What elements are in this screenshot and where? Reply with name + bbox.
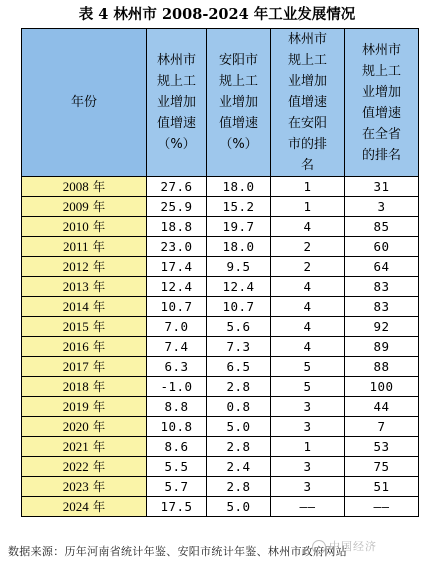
year-cell — [22, 457, 147, 477]
table-row — [22, 257, 419, 277]
table-header-row — [22, 29, 419, 177]
header-line: （%） — [219, 137, 258, 152]
linzhou-growth-cell: 10.8 — [147, 417, 207, 437]
rank-anyang-cell: 1 — [271, 177, 345, 197]
table-row — [22, 457, 419, 477]
year-value: 2024 — [62, 499, 89, 514]
year-cell — [22, 397, 147, 417]
rank-anyang-cell: 3 — [271, 417, 345, 437]
rank-province-cell: 83 — [345, 297, 419, 317]
rank-anyang-cell: 4 — [271, 217, 345, 237]
wechat-logo-icon — [312, 540, 326, 554]
header-anyang-growth — [207, 29, 271, 177]
linzhou-growth-cell: 7.0 — [147, 317, 207, 337]
header-line: 林州市 — [287, 32, 327, 47]
rank-province-cell: 88 — [345, 357, 419, 377]
linzhou-growth-cell: 23.0 — [147, 237, 207, 257]
year-cell — [22, 497, 147, 517]
anyang-growth-cell: 0.8 — [207, 397, 271, 417]
rank-province-cell: 75 — [345, 457, 419, 477]
header-line: 林州市 — [156, 53, 196, 68]
anyang-growth-cell: 5.6 — [207, 317, 271, 337]
year-suffix: 年 — [92, 479, 106, 494]
industry-data-table — [21, 28, 419, 517]
header-linzhou-growth — [147, 29, 207, 177]
header-line: 市的排 — [287, 137, 327, 152]
rank-province-cell: 100 — [345, 377, 419, 397]
rank-anyang-cell: 1 — [271, 437, 345, 457]
rank-province-cell: 83 — [345, 277, 419, 297]
year-cell — [22, 477, 147, 497]
year-suffix: 年 — [92, 459, 106, 474]
header-line: 值增速 — [287, 95, 327, 110]
header-line: 规上工 — [156, 74, 196, 89]
linzhou-growth-cell: 10.7 — [147, 297, 207, 317]
rank-province-cell: 44 — [345, 397, 419, 417]
year-suffix: 年 — [92, 259, 106, 274]
table-row — [22, 237, 419, 257]
table-row — [22, 277, 419, 297]
rank-anyang-cell: 4 — [271, 317, 345, 337]
year-value: 2023 — [62, 479, 89, 494]
header-line: 业增加 — [361, 84, 401, 100]
year-suffix: 年 — [92, 359, 106, 374]
header-line: 值增速 — [156, 116, 196, 131]
linzhou-growth-cell: -1.0 — [147, 377, 207, 397]
rank-anyang-cell: 5 — [271, 377, 345, 397]
table-row — [22, 397, 419, 417]
linzhou-growth-cell: 25.9 — [147, 197, 207, 217]
year-value: 2016 — [62, 339, 89, 354]
header-line: 业增加 — [218, 95, 258, 110]
header-line: 业增加 — [156, 95, 196, 110]
linzhou-growth-cell: 17.4 — [147, 257, 207, 277]
header-line: 业增加 — [287, 74, 327, 89]
year-cell — [22, 297, 147, 317]
rank-anyang-cell: 1 — [271, 197, 345, 217]
header-line: 名 — [300, 158, 314, 173]
anyang-growth-cell: 18.0 — [207, 237, 271, 257]
anyang-growth-cell: 6.5 — [207, 357, 271, 377]
rank-anyang-cell: —— — [271, 497, 345, 517]
table-row — [22, 377, 419, 397]
year-suffix: 年 — [92, 199, 106, 214]
year-value: 2013 — [62, 279, 89, 294]
year-cell — [22, 177, 147, 197]
year-suffix: 年 — [92, 419, 106, 434]
header-line: 规上工 — [361, 63, 401, 79]
year-suffix: 年 — [92, 239, 106, 254]
rank-province-cell: 51 — [345, 477, 419, 497]
year-suffix: 年 — [92, 219, 106, 234]
linzhou-growth-cell: 5.7 — [147, 477, 207, 497]
linzhou-growth-cell: 18.8 — [147, 217, 207, 237]
linzhou-growth-cell: 17.5 — [147, 497, 207, 517]
rank-anyang-cell: 2 — [271, 257, 345, 277]
rank-province-cell: 3 — [345, 197, 419, 217]
header-line: 在全省 — [361, 126, 401, 142]
header-rank-in-anyang — [271, 29, 345, 177]
rank-anyang-cell: 3 — [271, 457, 345, 477]
watermark-text: 中国经济 — [329, 540, 377, 553]
table-row — [22, 337, 419, 357]
anyang-growth-cell: 15.2 — [207, 197, 271, 217]
rank-province-cell: 53 — [345, 437, 419, 457]
anyang-growth-cell: 18.0 — [207, 177, 271, 197]
table-row — [22, 477, 419, 497]
year-value: 2010 — [62, 219, 89, 234]
year-suffix: 年 — [92, 499, 106, 514]
header-year: 年份 — [22, 29, 147, 177]
header-line: 值增速 — [361, 105, 401, 121]
year-cell — [22, 237, 147, 257]
rank-province-cell: 60 — [345, 237, 419, 257]
year-suffix: 年 — [92, 319, 106, 334]
year-suffix: 年 — [92, 279, 106, 294]
header-line: 规上工 — [287, 53, 327, 68]
table-row — [22, 417, 419, 437]
header-line: 安阳市 — [218, 53, 258, 68]
anyang-growth-cell: 2.8 — [207, 377, 271, 397]
year-value: 2017 — [62, 359, 89, 374]
anyang-growth-cell: 12.4 — [207, 277, 271, 297]
watermark — [312, 538, 377, 554]
rank-province-cell: —— — [345, 497, 419, 517]
rank-province-cell: 31 — [345, 177, 419, 197]
year-cell — [22, 277, 147, 297]
rank-anyang-cell: 4 — [271, 337, 345, 357]
year-value: 2018 — [62, 379, 89, 394]
year-suffix: 年 — [92, 399, 106, 414]
year-suffix: 年 — [92, 379, 106, 394]
year-cell — [22, 437, 147, 457]
year-value: 2020 — [62, 419, 89, 434]
year-suffix: 年 — [92, 179, 106, 194]
year-value: 2021 — [62, 439, 89, 454]
rank-province-cell: 64 — [345, 257, 419, 277]
anyang-growth-cell: 2.8 — [207, 477, 271, 497]
header-line: （%） — [157, 137, 196, 152]
rank-anyang-cell: 3 — [271, 477, 345, 497]
header-line: 的排名 — [361, 147, 401, 163]
year-value: 2022 — [62, 459, 89, 474]
year-value: 2011 — [62, 239, 89, 254]
rank-province-cell: 89 — [345, 337, 419, 357]
linzhou-growth-cell: 7.4 — [147, 337, 207, 357]
rank-anyang-cell: 4 — [271, 297, 345, 317]
table-row — [22, 437, 419, 457]
table-row — [22, 317, 419, 337]
year-value: 2019 — [62, 399, 89, 414]
year-cell — [22, 417, 147, 437]
year-cell — [22, 337, 147, 357]
table-row — [22, 497, 419, 517]
table-row — [22, 297, 419, 317]
linzhou-growth-cell: 27.6 — [147, 177, 207, 197]
rank-anyang-cell: 3 — [271, 397, 345, 417]
table-row — [22, 217, 419, 237]
rank-anyang-cell: 4 — [271, 277, 345, 297]
table-row — [22, 357, 419, 377]
rank-province-cell: 92 — [345, 317, 419, 337]
year-cell — [22, 257, 147, 277]
year-value: 2008 — [62, 179, 89, 194]
linzhou-growth-cell: 6.3 — [147, 357, 207, 377]
linzhou-growth-cell: 8.8 — [147, 397, 207, 417]
year-cell — [22, 377, 147, 397]
year-cell — [22, 197, 147, 217]
linzhou-growth-cell: 5.5 — [147, 457, 207, 477]
table-title: 表 4 林州市 2008-2024 年工业发展情况 — [78, 6, 356, 23]
anyang-growth-cell: 10.7 — [207, 297, 271, 317]
anyang-growth-cell: 2.8 — [207, 437, 271, 457]
table-row — [22, 197, 419, 217]
rank-province-cell: 85 — [345, 217, 419, 237]
year-suffix: 年 — [92, 439, 106, 454]
year-suffix: 年 — [92, 339, 106, 354]
year-value: 2015 — [62, 319, 89, 334]
year-value: 2014 — [62, 299, 89, 314]
header-line: 规上工 — [218, 74, 258, 89]
year-cell — [22, 217, 147, 237]
linzhou-growth-cell: 12.4 — [147, 277, 207, 297]
header-line: 在安阳 — [287, 116, 327, 131]
header-line: 林州市 — [361, 42, 401, 58]
table-body — [22, 177, 419, 517]
anyang-growth-cell: 7.3 — [207, 337, 271, 357]
table-row — [22, 177, 419, 197]
header-line: 值增速 — [218, 116, 258, 131]
year-suffix: 年 — [92, 299, 106, 314]
anyang-growth-cell: 2.4 — [207, 457, 271, 477]
rank-province-cell: 7 — [345, 417, 419, 437]
linzhou-growth-cell: 8.6 — [147, 437, 207, 457]
rank-anyang-cell: 5 — [271, 357, 345, 377]
anyang-growth-cell: 9.5 — [207, 257, 271, 277]
year-cell — [22, 317, 147, 337]
source-note: 数据来源：历年河南省统计年鉴、安阳市统计年鉴、林州市政府网站 — [8, 545, 347, 558]
anyang-growth-cell: 5.0 — [207, 497, 271, 517]
year-value: 2009 — [62, 199, 89, 214]
anyang-growth-cell: 19.7 — [207, 217, 271, 237]
anyang-growth-cell: 5.0 — [207, 417, 271, 437]
header-rank-in-province — [345, 29, 419, 177]
year-cell — [22, 357, 147, 377]
year-value: 2012 — [62, 259, 89, 274]
rank-anyang-cell: 2 — [271, 237, 345, 257]
